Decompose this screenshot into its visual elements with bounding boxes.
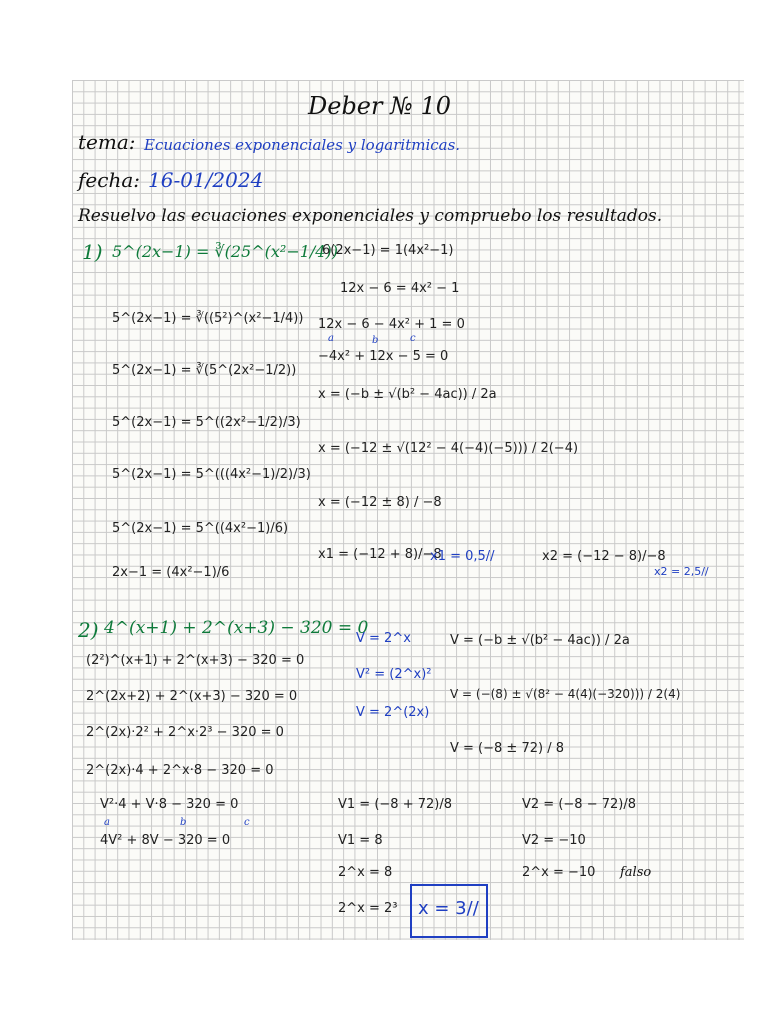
p2-left-step: 4V² + 8V − 320 = 0 xyxy=(100,833,231,848)
p1-left-step: 5^(2x−1) = ∛((5²)^(x²−1/4)) xyxy=(112,311,304,326)
p1-coef-c: c xyxy=(410,333,416,344)
fecha-value: 16-01/2024 xyxy=(148,168,264,192)
p1-right-step: 12x − 6 − 4x² + 1 = 0 xyxy=(318,317,465,332)
p1-x2-value: x2 = 2,5// xyxy=(654,565,709,578)
tema-value: Ecuaciones exponenciales y logaritmicas. xyxy=(144,136,461,154)
p2-substitution: V = 2^(2x) xyxy=(356,705,430,720)
p1-right-step: 6(2x−1) = 1(4x²−1) xyxy=(322,243,454,258)
problem1-number: 1) xyxy=(82,240,103,264)
p1-left-step: 5^(2x−1) = 5^((2x²−1/2)/3) xyxy=(112,415,301,430)
problem2-statement: 4^(x+1) + 2^(x+3) − 320 = 0 xyxy=(104,618,369,638)
p1-right-step: x = (−12 ± 8) / −8 xyxy=(318,495,442,510)
p2-substitution: V² = (2^x)² xyxy=(356,667,432,682)
p2-coef-a: a xyxy=(104,817,110,828)
p1-left-step: 5^(2x−1) = 5^(((4x²−1)/2)/3) xyxy=(112,467,311,482)
p2-v2-step: V2 = (−8 − 72)/8 xyxy=(522,797,636,812)
p2-quadratic-step: V = (−8 ± 72) / 8 xyxy=(450,741,564,756)
p2-quadratic-step: V = (−(8) ± √(8² − 4(4)(−320))) / 2(4) xyxy=(450,687,681,701)
p1-right-step: x = (−b ± √(b² − 4ac)) / 2a xyxy=(318,387,497,402)
instruction-text: Resuelvo las ecuaciones exponenciales y compruebo los resultados. xyxy=(78,206,663,226)
p2-v1-step: V1 = (−8 + 72)/8 xyxy=(338,797,452,812)
p2-v1-step: 2^x = 8 xyxy=(338,865,393,880)
p2-left-step: V²·4 + V·8 − 320 = 0 xyxy=(100,797,239,812)
p2-v2-note: falso xyxy=(620,865,652,880)
p2-v2-step: V2 = −10 xyxy=(522,833,586,848)
p2-left-step: 2^(2x)·4 + 2^x·8 − 320 = 0 xyxy=(86,763,274,778)
problem1-statement: 5^(2x−1) = ∛(25^(x²−1/4)) xyxy=(112,242,338,261)
p2-answer: x = 3// xyxy=(418,898,479,919)
p1-left-step: 5^(2x−1) = 5^((4x²−1)/6) xyxy=(112,521,289,536)
p1-x1-value: x1 = 0,5// xyxy=(430,549,495,564)
tema-label: tema: xyxy=(78,130,136,154)
p1-x2-formula: x2 = (−12 − 8)/−8 xyxy=(542,549,666,564)
problem2-number: 2) xyxy=(78,618,99,642)
p2-v1-step: V1 = 8 xyxy=(338,833,383,848)
fecha-label: fecha: xyxy=(78,168,140,192)
p2-left-step: 2^(2x+2) + 2^(x+3) − 320 = 0 xyxy=(86,689,298,704)
p1-x1-formula: x1 = (−12 + 8)/−8 xyxy=(318,547,442,562)
p1-left-step: 2x−1 = (4x²−1)/6 xyxy=(112,565,230,580)
p1-right-step: x = (−12 ± √(12² − 4(−4)(−5))) / 2(−4) xyxy=(318,441,579,456)
p1-right-step: −4x² + 12x − 5 = 0 xyxy=(318,349,449,364)
p2-coef-b: b xyxy=(180,817,187,828)
p1-coef-a: a xyxy=(328,333,334,344)
p1-right-step: 12x − 6 = 4x² − 1 xyxy=(340,281,460,296)
p2-substitution: V = 2^x xyxy=(356,631,411,646)
p2-quadratic-step: V = (−b ± √(b² − 4ac)) / 2a xyxy=(450,633,630,648)
p2-v2-step: 2^x = −10 xyxy=(522,865,596,880)
page-title: Deber № 10 xyxy=(308,92,451,120)
p1-left-step: 5^(2x−1) = ∛(5^(2x²−1/2)) xyxy=(112,363,297,378)
p2-v1-step: 2^x = 2³ xyxy=(338,901,398,916)
p2-left-step: (2²)^(x+1) + 2^(x+3) − 320 = 0 xyxy=(86,653,305,668)
p1-coef-b: b xyxy=(372,335,379,346)
p2-left-step: 2^(2x)·2² + 2^x·2³ − 320 = 0 xyxy=(86,725,284,740)
p2-coef-c: c xyxy=(244,817,250,828)
